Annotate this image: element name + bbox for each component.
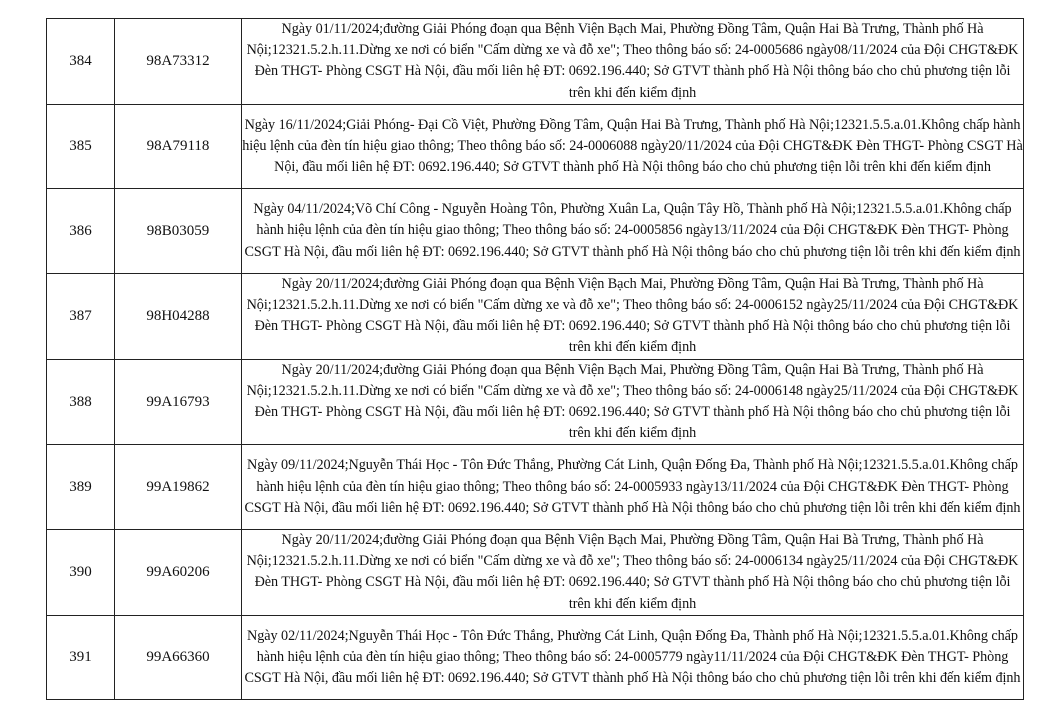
license-plate: 98B03059 bbox=[115, 189, 242, 274]
violation-description: Ngày 09/11/2024;Nguyễn Thái Học - Tôn Đức Thắng, Phường Cát Linh, Quận Đống Đa, Thành phố Hà Nội;12321.5.5.a.01.Không chấp hành hiệu lệnh của đèn tín hiệu giao thông; Theo thông báo số: 24-0005933 ngày13/11/2024 của Đội CHGT&ĐK Đèn THGT- Phòng CSGT Hà Nội, đầu mối liên hệ ĐT: 0692.196.440; Sở GTVT thành phố Hà Nội thông báo cho chủ phương tiện lỗi trên khi đến kiểm định bbox=[242, 445, 1024, 530]
row-number: 386 bbox=[47, 189, 115, 274]
row-number: 384 bbox=[47, 19, 115, 105]
license-plate: 99A19862 bbox=[115, 445, 242, 530]
license-plate: 98H04288 bbox=[115, 273, 242, 359]
license-plate: 99A16793 bbox=[115, 359, 242, 445]
table-row bbox=[47, 104, 1024, 189]
row-number: 390 bbox=[47, 529, 115, 615]
table-row bbox=[47, 445, 1024, 530]
license-plate: 98A79118 bbox=[115, 104, 242, 189]
table-row bbox=[47, 359, 1024, 445]
table-row bbox=[47, 273, 1024, 359]
row-number: 389 bbox=[47, 445, 115, 530]
violations-table bbox=[46, 18, 1024, 700]
violation-description: Ngày 02/11/2024;Nguyễn Thái Học - Tôn Đức Thắng, Phường Cát Linh, Quận Đống Đa, Thành phố Hà Nội;12321.5.5.a.01.Không chấp hành hiệu lệnh của đèn tín hiệu giao thông; Theo thông báo số: 24-0005779 ngày11/11/2024 của Đội CHGT&ĐK Đèn THGT- Phòng CSGT Hà Nội, đầu mối liên hệ ĐT: 0692.196.440; Sở GTVT thành phố Hà Nội thông báo cho chủ phương tiện lỗi trên khi đến kiểm định bbox=[242, 615, 1024, 700]
violation-description: Ngày 20/11/2024;đường Giải Phóng đoạn qua Bệnh Viện Bạch Mai, Phường Đồng Tâm, Quận Hai Bà Trưng, Thành phố Hà Nội;12321.5.2.h.11.Dừng xe nơi có biển "Cấm dừng xe và đỗ xe"; Theo thông báo số: 24-0006148 ngày25/11/2024 của Đội CHGT&ĐK Đèn THGT- Phòng CSGT Hà Nội, đầu mối liên hệ ĐT: 0692.196.440; Sở GTVT thành phố Hà Nội thông báo cho chủ phương tiện lỗi trên khi đến kiểm định bbox=[242, 359, 1024, 445]
license-plate: 98A73312 bbox=[115, 19, 242, 105]
row-number: 385 bbox=[47, 104, 115, 189]
license-plate: 99A66360 bbox=[115, 615, 242, 700]
table-row bbox=[47, 189, 1024, 274]
row-number: 388 bbox=[47, 359, 115, 445]
violation-description: Ngày 20/11/2024;đường Giải Phóng đoạn qua Bệnh Viện Bạch Mai, Phường Đồng Tâm, Quận Hai Bà Trưng, Thành phố Hà Nội;12321.5.2.h.11.Dừng xe nơi có biển "Cấm dừng xe và đỗ xe"; Theo thông báo số: 24-0006134 ngày25/11/2024 của Đội CHGT&ĐK Đèn THGT- Phòng CSGT Hà Nội, đầu mối liên hệ ĐT: 0692.196.440; Sở GTVT thành phố Hà Nội thông báo cho chủ phương tiện lỗi trên khi đến kiểm định bbox=[242, 529, 1024, 615]
violation-description: Ngày 20/11/2024;đường Giải Phóng đoạn qua Bệnh Viện Bạch Mai, Phường Đồng Tâm, Quận Hai Bà Trưng, Thành phố Hà Nội;12321.5.2.h.11.Dừng xe nơi có biển "Cấm dừng xe và đỗ xe"; Theo thông báo số: 24-0006152 ngày25/11/2024 của Đội CHGT&ĐK Đèn THGT- Phòng CSGT Hà Nội, đầu mối liên hệ ĐT: 0692.196.440; Sở GTVT thành phố Hà Nội thông báo cho chủ phương tiện lỗi trên khi đến kiểm định bbox=[242, 273, 1024, 359]
row-number: 387 bbox=[47, 273, 115, 359]
violation-description: Ngày 16/11/2024;Giải Phóng- Đại Cồ Việt, Phường Đồng Tâm, Quận Hai Bà Trưng, Thành phố Hà Nội;12321.5.5.a.01.Không chấp hành hiệu lệnh của đèn tín hiệu giao thông; Theo thông báo số: 24-0006088 ngày20/11/2024 của Đội CHGT&ĐK Đèn THGT- Phòng CSGT Hà Nội, đầu mối liên hệ ĐT: 0692.196.440; Sở GTVT thành phố Hà Nội thông báo cho chủ phương tiện lỗi trên khi đến kiểm định bbox=[242, 104, 1024, 189]
row-number: 391 bbox=[47, 615, 115, 700]
table-row bbox=[47, 529, 1024, 615]
violation-description: Ngày 01/11/2024;đường Giải Phóng đoạn qua Bệnh Viện Bạch Mai, Phường Đồng Tâm, Quận Hai Bà Trưng, Thành phố Hà Nội;12321.5.2.h.11.Dừng xe nơi có biển "Cấm dừng xe và đỗ xe"; Theo thông báo số: 24-0005686 ngày08/11/2024 của Đội CHGT&ĐK Đèn THGT- Phòng CSGT Hà Nội, đầu mối liên hệ ĐT: 0692.196.440; Sở GTVT thành phố Hà Nội thông báo cho chủ phương tiện lỗi trên khi đến kiểm định bbox=[242, 19, 1024, 105]
license-plate: 99A60206 bbox=[115, 529, 242, 615]
table-row bbox=[47, 19, 1024, 105]
table-row bbox=[47, 615, 1024, 700]
violation-description: Ngày 04/11/2024;Võ Chí Công - Nguyễn Hoàng Tôn, Phường Xuân La, Quận Tây Hồ, Thành phố Hà Nội;12321.5.5.a.01.Không chấp hành hiệu lệnh của đèn tín hiệu giao thông; Theo thông báo số: 24-0005856 ngày13/11/2024 của Đội CHGT&ĐK Đèn THGT- Phòng CSGT Hà Nội, đầu mối liên hệ ĐT: 0692.196.440; Sở GTVT thành phố Hà Nội thông báo cho chủ phương tiện lỗi trên khi đến kiểm định bbox=[242, 189, 1024, 274]
